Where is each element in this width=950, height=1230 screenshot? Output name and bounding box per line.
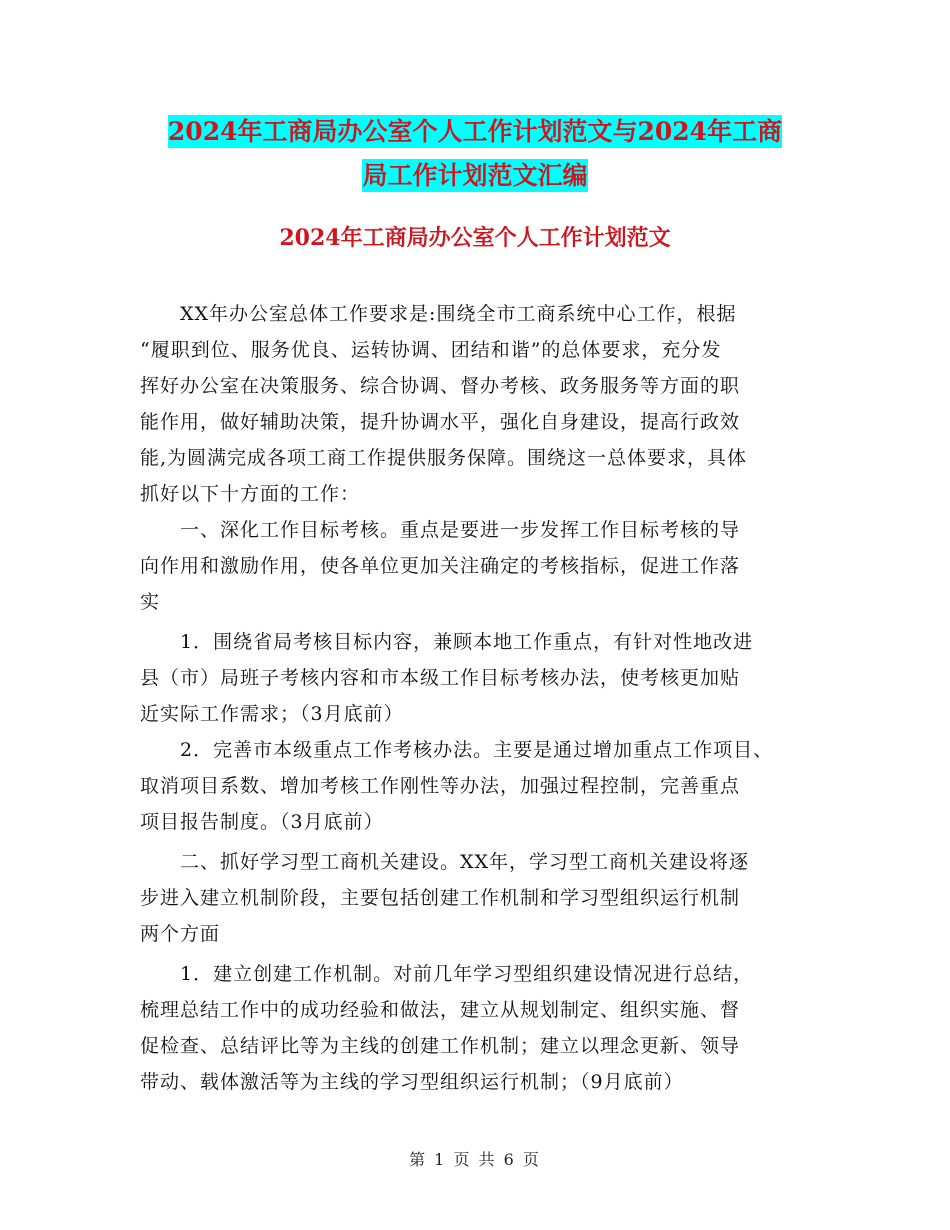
- body-line: 两个方面: [140, 923, 221, 945]
- title-highlight: 2024年工商局办公室个人工作计划范文与2024年工商: [167, 117, 783, 146]
- body-line: 2．完善市本级重点工作考核办法。主要是通过增加重点工作项目、: [140, 739, 774, 761]
- section-heading: 2024年工商局办公室个人工作计划范文: [279, 225, 671, 251]
- body-line: 向作用和激励作用，使各单位更加关注确定的考核指标，促进工作落: [140, 555, 741, 577]
- body-line: 挥好办公室在决策服务、综合协调、督办考核、政务服务等方面的职: [140, 375, 741, 397]
- body-line: 1．建立创建工作机制。对前几年学习型组织建设情况进行总结，: [140, 963, 754, 985]
- body-line: 梳理总结工作中的成功经验和做法，建立从规划制定、组织实施、督: [140, 999, 741, 1021]
- body-line: 近实际工作需求；（3月底前）: [140, 703, 404, 725]
- body-line: 取消项目系数、增加考核工作刚性等办法，加强过程控制，完善重点: [140, 775, 741, 797]
- document-title-line-2: [0, 152, 950, 200]
- body-line: 能,为圆满完成各项工商工作提供服务保障。围绕这一总体要求，具体: [140, 447, 748, 469]
- body-line: 促检查、总结评比等为主线的创建工作机制；建立以理念更新、领导: [140, 1035, 741, 1057]
- body-line: 带动、载体激活等为主线的学习型组织运行机制；（9月底前）: [140, 1071, 684, 1093]
- body-line: 县（市）局班子考核内容和市本级工作目标考核办法，使考核更加贴: [140, 667, 741, 689]
- body-line: 抓好以下十方面的工作：: [140, 483, 361, 505]
- body-line: 能作用，做好辅助决策，提升协调水平，强化自身建设，提高行政效: [140, 411, 741, 433]
- body-line: 一、深化工作目标考核。重点是要进一步发挥工作目标考核的导: [140, 519, 741, 541]
- body-line: 实: [140, 591, 161, 613]
- body-line: 项目报告制度。（3月底前）: [140, 811, 384, 833]
- body-line: “履职到位、服务优良、运转协调、团结和谐”的总体要求，充分发: [140, 339, 722, 361]
- page-footer: 第 1 页 共 6 页: [409, 1150, 541, 1169]
- body-line: 二、抓好学习型工商机关建设。XX年，学习型工商机关建设将逐: [140, 851, 750, 873]
- body-line: 1．围绕省局考核目标内容，兼顾本地工作重点，有针对性地改进: [140, 631, 754, 653]
- document-title-line-1: [0, 108, 950, 156]
- title-highlight: 局工作计划范文汇编: [362, 161, 588, 190]
- body-line: XX年办公室总体工作要求是:围绕全市工商系统中心工作，根据: [140, 303, 737, 325]
- body-line: 步进入建立机制阶段，主要包括创建工作机制和学习型组织运行机制: [140, 887, 741, 909]
